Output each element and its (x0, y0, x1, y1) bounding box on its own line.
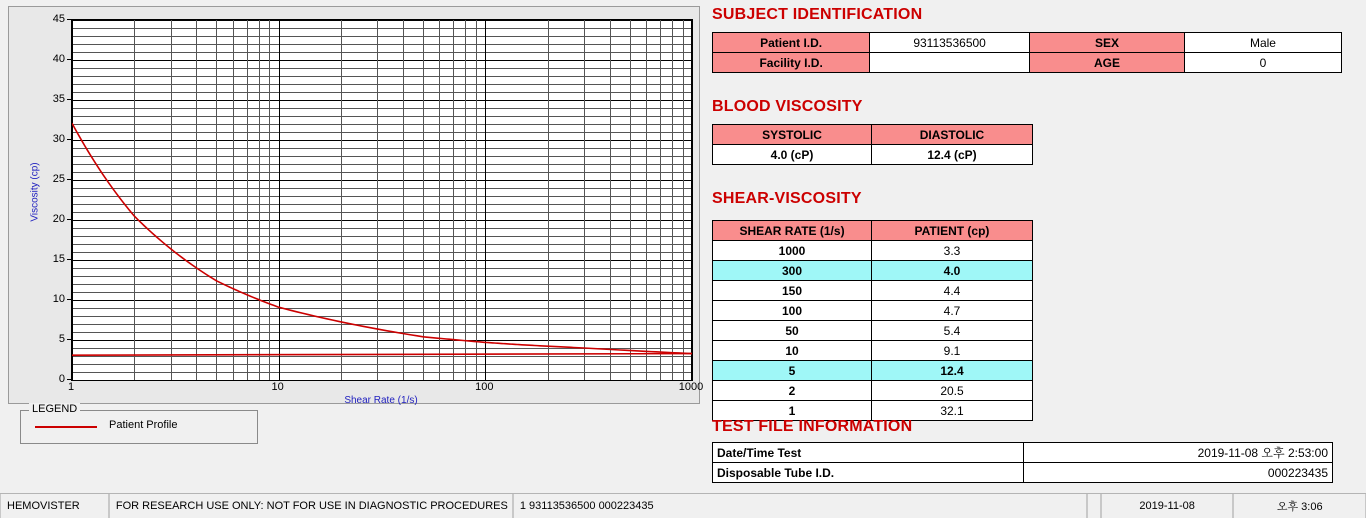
age-value: 0 (1184, 53, 1341, 73)
y-tick-mark (67, 179, 71, 180)
diastolic-value: 12.4 (cP) (872, 145, 1033, 165)
disposable-tube-id-label: Disposable Tube I.D. (713, 463, 1024, 483)
table-row (713, 241, 1033, 261)
table-header-row (713, 221, 1033, 241)
patient-id-value: 93113536500 (870, 33, 1030, 53)
shear-viscosity-body (713, 241, 1033, 421)
table-row (713, 321, 1033, 341)
table-row (713, 53, 1342, 73)
shear-rate-cell: 1000 (713, 241, 872, 261)
legend-swatch-patient-profile (35, 426, 97, 428)
status-app-name: HEMOVISTER (0, 494, 109, 518)
patient-viscosity-cell: 4.7 (872, 301, 1033, 321)
patient-viscosity-cell: 20.5 (872, 381, 1033, 401)
series-line-0 (72, 123, 692, 353)
shear-rate-cell: 100 (713, 301, 872, 321)
table-row (713, 341, 1033, 361)
patient-id-label: Patient I.D. (713, 33, 870, 53)
y-tick-label: 45 (52, 13, 65, 25)
shear-rate-cell: 150 (713, 281, 872, 301)
chart-legend (20, 403, 258, 444)
test-file-information-table (712, 442, 1333, 483)
y-tick-label: 25 (52, 173, 65, 185)
y-tick-label: 20 (52, 213, 65, 225)
legend-label-patient-profile: Patient Profile (109, 419, 178, 431)
y-tick-mark (67, 219, 71, 220)
y-tick-mark (67, 19, 71, 20)
y-tick-label: 5 (58, 333, 65, 345)
date-time-test-label: Date/Time Test (713, 443, 1024, 463)
status-blank (1087, 494, 1101, 518)
status-time: 오후 3:06 (1233, 494, 1366, 518)
shear-viscosity-title: SHEAR-VISCOSITY (712, 190, 862, 207)
legend-title: LEGEND (29, 403, 80, 415)
facility-id-value (870, 53, 1030, 73)
status-bar (0, 493, 1366, 518)
y-axis-label: Viscosity (cp) (29, 162, 41, 222)
y-tick-label: 15 (52, 253, 65, 265)
table-row (713, 125, 1033, 145)
y-tick-label: 35 (52, 93, 65, 105)
gridline (72, 380, 692, 381)
table-row (713, 381, 1033, 401)
y-tick-label: 0 (58, 373, 65, 385)
systolic-value: 4.0 (cP) (713, 145, 872, 165)
patient-viscosity-cell: 3.3 (872, 241, 1033, 261)
subject-identification-title: SUBJECT IDENTIFICATION (712, 6, 923, 23)
table-row (713, 33, 1342, 53)
y-tick-mark (67, 59, 71, 60)
table-row (713, 361, 1033, 381)
systolic-header: SYSTOLIC (713, 125, 872, 145)
subject-identification-table (712, 32, 1342, 73)
shear-rate-header: SHEAR RATE (1/s) (713, 221, 872, 241)
viscosity-plot (71, 19, 693, 381)
patient-viscosity-cell: 5.4 (872, 321, 1033, 341)
diastolic-header: DIASTOLIC (872, 125, 1033, 145)
series-line-1 (72, 354, 692, 356)
blood-viscosity-title: BLOOD VISCOSITY (712, 98, 863, 115)
shear-rate-cell: 2 (713, 381, 872, 401)
date-time-test-value: 2019-11-08 오후 2:53:00 (1024, 443, 1333, 463)
status-file-info: 1 93113536500 000223435 (513, 494, 1087, 518)
patient-viscosity-cell: 4.4 (872, 281, 1033, 301)
status-research-notice: FOR RESEARCH USE ONLY: NOT FOR USE IN DIAGNOSTIC PROCEDURES (109, 494, 513, 518)
x-tick-label: 100 (475, 381, 494, 393)
shear-rate-cell: 50 (713, 321, 872, 341)
patient-viscosity-cell: 4.0 (872, 261, 1033, 281)
sex-label: SEX (1029, 33, 1184, 53)
y-tick-mark (67, 99, 71, 100)
chart-series-layer (72, 20, 692, 380)
shear-rate-cell: 10 (713, 341, 872, 361)
table-row (713, 301, 1033, 321)
disposable-tube-id-value: 000223435 (1024, 463, 1333, 483)
x-tick-label: 1 (67, 381, 75, 393)
y-tick-label: 40 (52, 53, 65, 65)
test-file-information-title: TEST FILE INFORMATION (712, 418, 913, 435)
shear-rate-cell: 5 (713, 361, 872, 381)
table-row (713, 261, 1033, 281)
table-row (713, 281, 1033, 301)
y-tick-mark (67, 259, 71, 260)
facility-id-label: Facility I.D. (713, 53, 870, 73)
x-tick-label: 1000 (678, 381, 704, 393)
shear-rate-cell: 1 (713, 401, 872, 421)
blood-viscosity-table (712, 124, 1033, 165)
shear-viscosity-table (712, 220, 1033, 421)
x-tick-label: 10 (271, 381, 284, 393)
age-label: AGE (1029, 53, 1184, 73)
y-tick-mark (67, 379, 71, 380)
patient-viscosity-cell: 32.1 (872, 401, 1033, 421)
sex-value: Male (1184, 33, 1341, 53)
patient-viscosity-cell: 12.4 (872, 361, 1033, 381)
x-axis-label: Shear Rate (1/s) (344, 395, 418, 406)
y-tick-mark (67, 139, 71, 140)
status-date: 2019-11-08 (1101, 494, 1234, 518)
chart-panel (8, 6, 704, 406)
y-tick-label: 30 (52, 133, 65, 145)
y-tick-mark (67, 339, 71, 340)
y-tick-mark (67, 299, 71, 300)
table-row (713, 145, 1033, 165)
table-row (713, 443, 1333, 463)
table-row (713, 463, 1333, 483)
patient-viscosity-cell: 9.1 (872, 341, 1033, 361)
y-tick-label: 10 (52, 293, 65, 305)
patient-cp-header: PATIENT (cp) (872, 221, 1033, 241)
shear-rate-cell: 300 (713, 261, 872, 281)
